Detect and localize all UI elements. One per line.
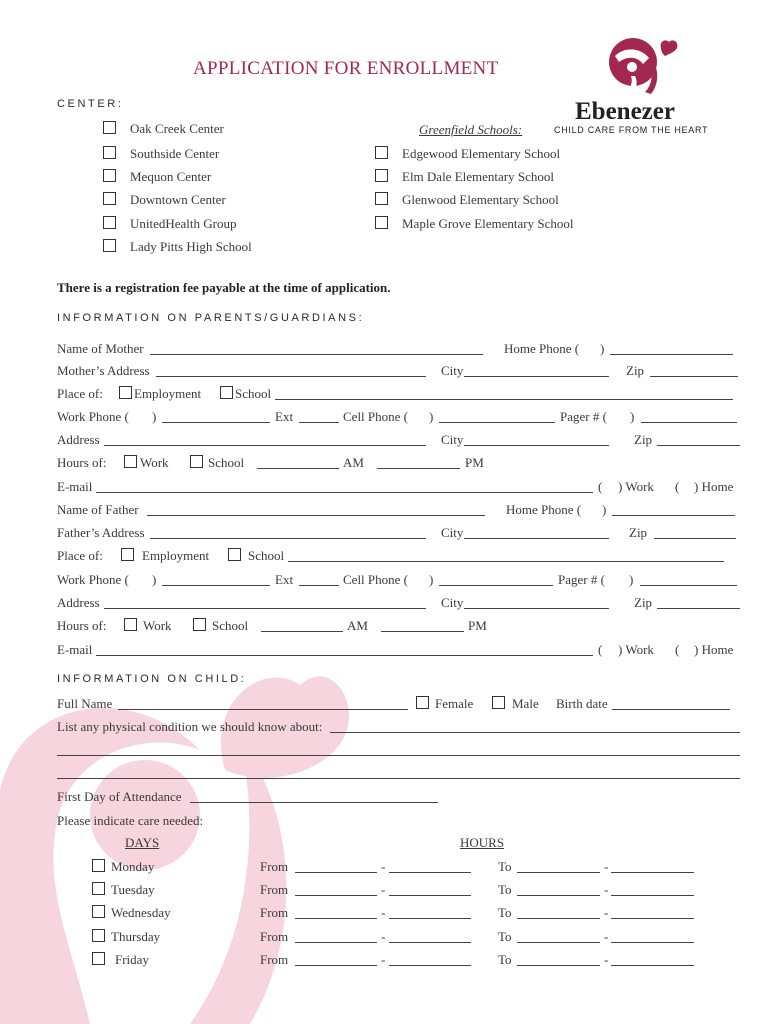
father-work-address-label: Address [57,595,100,610]
mother-pm-label: PM [465,455,484,470]
father-work-phone-label: Work Phone ( [57,572,129,587]
from-start-field[interactable] [295,872,377,873]
father-city-field[interactable] [464,538,609,539]
from-label: From [260,882,289,897]
father-city-label: City [441,525,464,540]
father-school-label: School [248,548,285,563]
day-checkbox[interactable] [92,859,105,872]
from-label: From [260,952,289,967]
from-dash: - [381,882,386,897]
center-checkbox[interactable] [103,192,116,205]
to-start-field[interactable] [517,872,600,873]
days-heading: DAYS [125,835,160,850]
father-employment-label: Employment [142,548,210,563]
mother-work-zip-field[interactable] [657,445,740,446]
father-email-work-paren: ( [598,642,603,657]
hours-heading: HOURS [460,835,505,850]
from-start-field[interactable] [295,895,377,896]
from-label: From [260,905,289,920]
female-label: Female [435,696,474,711]
mother-address-label: Mother’s Address [57,363,150,378]
father-am-label: AM [347,618,368,633]
mother-email-home-paren: ( [675,479,680,494]
first-day-field[interactable] [190,802,438,803]
father-work-zip-field[interactable] [657,608,740,609]
mother-email-work-label: ) Work [618,479,654,494]
parents-heading: INFORMATION ON PARENTS/GUARDIANS: [57,312,365,324]
mother-work-phone-label: Work Phone ( [57,409,129,424]
mother-city-field[interactable] [464,376,609,377]
mother-ext-label: Ext [275,409,294,424]
male-checkbox[interactable] [492,696,505,709]
mother-cell-paren: ) [429,409,434,424]
male-label: Male [512,696,539,711]
mother-place-label: Place of: [57,386,103,401]
mother-work-city-field[interactable] [464,445,609,446]
mother-pager-label: Pager # ( [560,409,607,424]
mother-employment-checkbox[interactable] [119,386,132,399]
to-dash: - [604,905,609,920]
fee-notice: There is a registration fee payable at the time of application. [57,280,391,295]
center-option-label: Southside Center [130,146,220,161]
physical-label: List any physical condition we should know about: [57,719,323,734]
father-work-phone-paren: ) [152,572,157,587]
center-heading: CENTER: [57,98,124,110]
day-checkbox[interactable] [92,929,105,942]
father-email-work-label: ) Work [618,642,654,657]
mother-am-field[interactable] [257,468,339,469]
to-start-field[interactable] [517,942,600,943]
to-start-field[interactable] [517,895,600,896]
heart-watermark [0,640,360,1024]
mother-work-address-label: Address [57,432,100,447]
center-option-label: Mequon Center [130,169,212,184]
mother-am-label: AM [343,455,364,470]
from-end-field[interactable] [389,965,471,966]
mother-hours-school-label: School [208,455,245,470]
day-label: Thursday [111,929,161,944]
home-phone-paren: ) [600,341,605,356]
father-pager-field[interactable] [640,585,737,586]
father-hours-school-label: School [212,618,249,633]
from-start-field[interactable] [295,965,377,966]
mother-pager-field[interactable] [641,422,737,423]
from-end-field[interactable] [389,918,471,919]
day-label: Wednesday [111,905,171,920]
father-name-field[interactable] [147,515,485,516]
school-option-label: Edgewood Elementary School [402,146,561,161]
from-end-field[interactable] [389,872,471,873]
from-dash: - [381,929,386,944]
to-end-field[interactable] [611,942,694,943]
birth-date-label: Birth date [556,696,608,711]
child-name-label: Full Name [57,696,113,711]
father-name-label: Name of Father [57,502,139,517]
center-option-label: Downtown Center [130,192,226,207]
to-dash: - [604,882,609,897]
father-pm-field[interactable] [381,631,464,632]
center-checkbox[interactable] [103,239,116,252]
day-checkbox[interactable] [92,952,105,965]
mother-email-label: E-mail [57,479,93,494]
child-name-field[interactable] [118,709,408,710]
mother-email-field[interactable] [96,492,593,493]
from-end-field[interactable] [389,942,471,943]
father-email-home-paren: ( [675,642,680,657]
day-label: Monday [111,859,155,874]
center-checkbox[interactable] [103,169,116,182]
father-email-label: E-mail [57,642,93,657]
father-work-phone-field[interactable] [162,585,270,586]
page-title: APPLICATION FOR ENROLLMENT [193,58,499,79]
school-option-label: Maple Grove Elementary School [402,216,574,231]
mother-hours-work-label: Work [140,455,169,470]
father-work-zip-label: Zip [634,595,653,610]
mother-cell-field[interactable] [439,422,555,423]
physical-field-1[interactable] [330,732,740,733]
to-end-field[interactable] [611,965,694,966]
father-hours-work-label: Work [143,618,172,633]
mother-school-checkbox[interactable] [220,386,233,399]
mother-cell-label: Cell Phone ( [343,409,408,424]
father-hours-work-checkbox[interactable] [124,618,137,631]
indicate-label: Please indicate care needed: [57,813,204,828]
father-home-phone-label: Home Phone ( [506,502,582,517]
mother-hours-work-checkbox[interactable] [124,455,137,468]
center-option-label: Lady Pitts High School [130,239,252,254]
mother-zip-field[interactable] [650,376,738,377]
mother-city-label: City [441,363,464,378]
mother-zip-label: Zip [626,363,645,378]
brand-name: Ebenezer [575,98,675,125]
mother-pm-field[interactable] [377,468,460,469]
father-employment-checkbox[interactable] [121,548,134,561]
school-checkbox[interactable] [375,216,388,229]
brand-tagline: CHILD CARE FROM THE HEART [554,125,709,135]
mother-hours-label: Hours of: [57,455,107,470]
mother-work-phone-paren: ) [152,409,157,424]
to-start-field[interactable] [517,918,600,919]
father-address-label: Father’s Address [57,525,145,540]
mother-name-field[interactable] [150,354,483,355]
center-checkbox[interactable] [103,121,116,134]
to-end-field[interactable] [611,872,694,873]
father-school-checkbox[interactable] [228,548,241,561]
to-label: To [498,905,512,920]
from-start-field[interactable] [295,942,377,943]
mother-email-work-paren: ( [598,479,603,494]
father-hours-school-checkbox[interactable] [193,618,206,631]
father-pager-label: Pager # ( [558,572,605,587]
center-checkbox[interactable] [103,146,116,159]
physical-field-3[interactable] [57,778,740,779]
to-start-field[interactable] [517,965,600,966]
physical-field-2[interactable] [57,755,740,756]
father-pager-paren: ) [629,572,634,587]
father-zip-field[interactable] [654,538,736,539]
mother-ext-field[interactable] [299,422,339,423]
school-checkbox[interactable] [375,192,388,205]
day-checkbox[interactable] [92,882,105,895]
to-dash: - [604,929,609,944]
first-day-label: First Day of Attendance [57,789,182,804]
father-address-field[interactable] [150,538,426,539]
mother-name-label: Name of Mother [57,341,144,356]
mother-employment-label: Employment [134,386,202,401]
female-checkbox[interactable] [416,696,429,709]
father-work-city-field[interactable] [464,608,609,609]
father-work-address-field[interactable] [104,608,426,609]
father-hours-label: Hours of: [57,618,107,633]
day-checkbox[interactable] [92,905,105,918]
to-label: To [498,859,512,874]
mother-work-city-label: City [441,432,464,447]
to-end-field[interactable] [611,895,694,896]
school-checkbox[interactable] [375,146,388,159]
child-heading: INFORMATION ON CHILD: [57,673,247,685]
from-dash: - [381,905,386,920]
center-option-label: Oak Creek Center [130,121,224,136]
mother-work-phone-field[interactable] [162,422,270,423]
school-option-label: Glenwood Elementary School [402,192,559,207]
father-home-phone-paren: ) [602,502,607,517]
father-email-field[interactable] [96,655,593,656]
to-dash: - [604,952,609,967]
mother-address-field[interactable] [156,376,426,377]
from-dash: - [381,952,386,967]
home-phone-label: Home Phone ( [504,341,580,356]
mother-work-address-field[interactable] [104,445,426,446]
from-start-field[interactable] [295,918,377,919]
father-place-label: Place of: [57,548,103,563]
from-end-field[interactable] [389,895,471,896]
father-cell-field[interactable] [439,585,553,586]
father-zip-label: Zip [629,525,648,540]
father-am-field[interactable] [261,631,343,632]
father-place-field[interactable] [288,561,724,562]
mother-work-zip-label: Zip [634,432,653,447]
from-label: From [260,859,289,874]
to-label: To [498,952,512,967]
mother-hours-school-checkbox[interactable] [190,455,203,468]
day-label: Friday [115,952,149,967]
ebenezer-logo-icon [605,32,685,98]
mother-pager-paren: ) [630,409,635,424]
from-label: From [260,929,289,944]
father-work-city-label: City [441,595,464,610]
mother-school-label: School [235,386,272,401]
to-dash: - [604,859,609,874]
father-ext-label: Ext [275,572,294,587]
to-end-field[interactable] [611,918,694,919]
to-label: To [498,882,512,897]
father-ext-field[interactable] [299,585,339,586]
father-cell-paren: ) [429,572,434,587]
father-home-phone-field[interactable] [612,515,735,516]
mother-place-field[interactable] [275,399,733,400]
from-dash: - [381,859,386,874]
center-checkbox[interactable] [103,216,116,229]
day-label: Tuesday [111,882,155,897]
center-option-label: UnitedHealth Group [130,216,237,231]
to-label: To [498,929,512,944]
mother-email-home-label: ) Home [694,479,734,494]
school-option-label: Elm Dale Elementary School [402,169,554,184]
mother-home-phone-field[interactable] [610,354,733,355]
greenfield-label: Greenfield Schools: [419,122,523,137]
father-cell-label: Cell Phone ( [343,572,408,587]
birth-date-field[interactable] [612,709,730,710]
school-checkbox[interactable] [375,169,388,182]
father-email-home-label: ) Home [694,642,734,657]
father-pm-label: PM [468,618,487,633]
